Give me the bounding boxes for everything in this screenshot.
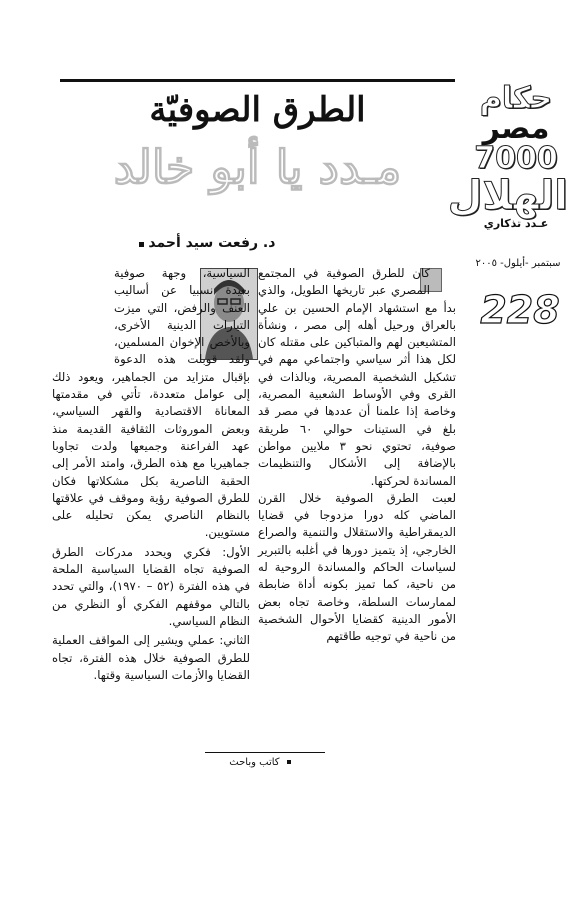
paragraph-right-1: كان للطرق الصوفية في المجتمع المصري عبر تاريخها الطويل، والذي بدأ مع استشهاد الإمام الحسين بن علي بالعراق ورحيل أهله إلى مصر ، ونشأة المتشيعين لهم والمتباكين على مقتله كان لكل هذا أثر سياسي واجتماعي مهم في تشكيل الشخصية المصرية، وبالذات في القرى وفي الأوساط الشعبية المصرية، وخاصة إذا علمنا أن عددها في مصر قد بلغ في الستينات حوالي ٦٠ طريقة صوفية، تحتوي نحو ٣ ملايين مواطن بالإضافة إلى الأشكال والتنظيمات المساندة لحركتها. bbox=[258, 266, 456, 488]
byline-bullet-icon bbox=[139, 242, 144, 247]
footnote-text: كاتب وباحث bbox=[229, 757, 280, 768]
author-footnote bbox=[190, 757, 330, 768]
masthead-issue-label: عـدد تذكاري bbox=[483, 217, 549, 230]
masthead-line-2: مصر bbox=[482, 111, 550, 146]
byline bbox=[60, 235, 350, 251]
paragraph-right-2: لعبت الطرق الصوفية خلال القرن الماضي كله دورا مزدوجا في قضايا الديمقراطية والاستقلال والتنمية والصراع الخارجي، إذ يتميز دورها في أغلبه بالتبرير لسياسات الحاكم والمساندة الروحية له من ناحية، كما تميز بكونه أداة ضابطة لممارسات السلطة، وخاصة تجاه بعض الأمور الدينية كقضايا الأحوال الشخصية من ناحية في توجيه طاقتهم bbox=[258, 490, 456, 644]
footnote-bullet-icon bbox=[287, 760, 291, 764]
paragraph-left-2: الأول: فكري ويحدد مدركات الطرق الصوفية تجاه القضايا السياسية الملحة في هذه الفترة (٥٢ – ١٩٧٠)، والتي تحدد بالتالي موقفهم الفكري أو النظري من النظام السياسي. bbox=[52, 544, 250, 628]
decorative-author-title: مـدد يا أبو خالد bbox=[113, 140, 402, 194]
paragraph-left-3: الثاني: عملي ويشير إلى المواقف العملية للطرق الصوفية خلال هذه الفترة، تجاه القضايا والأزمات السياسية وقتها. bbox=[52, 633, 250, 682]
title-rule bbox=[60, 79, 455, 82]
article-column-left bbox=[52, 265, 250, 684]
magazine-masthead bbox=[447, 81, 568, 230]
footnote-rule bbox=[205, 752, 325, 753]
masthead-logo: الهلال bbox=[447, 173, 568, 219]
issue-date: سبتمبر -أيلول- ٢٠٠٥ bbox=[475, 258, 561, 269]
article-title: الطرق الصوفيّة bbox=[149, 90, 366, 130]
page-number: 228 bbox=[480, 288, 560, 332]
article-column-right bbox=[258, 265, 456, 646]
masthead-line-3: 7000 bbox=[474, 141, 558, 176]
masthead-line-1: حكام bbox=[479, 81, 553, 116]
photo-spacer bbox=[52, 265, 114, 357]
drop-square-spacer bbox=[430, 265, 456, 289]
paragraph-left-1: السياسية، وجهة صوفية بعيدة نسبيا عن أساليب العنف والرفض، التي ميزت التيارات الدينية الأخرى، وبالأخص الإخوان المسلمين، ولقد قوبلت هذه الدعوة بإقبال متزايد من الجماهير، ويعود ذلك إلى عوامل متعددة، تأتي في مقدمتها المعاناة الاقتصادية والقهر السياسي، وبعض الموروثات الثقافية القديمة منذ عهد الفراعنة وجميعها ولدت تجاوبا جماهيريا مع هذه الطرق، وامتد الأمر إلى الحقبة الناصرية بكل مشكلاتها فكان للطرق الصوفية رؤية وموقف في علاقتها بالنظام الناصري يمكن تحليله على مستويين. bbox=[52, 266, 250, 540]
author-name: د. رفعت سيد أحمد bbox=[148, 235, 276, 251]
